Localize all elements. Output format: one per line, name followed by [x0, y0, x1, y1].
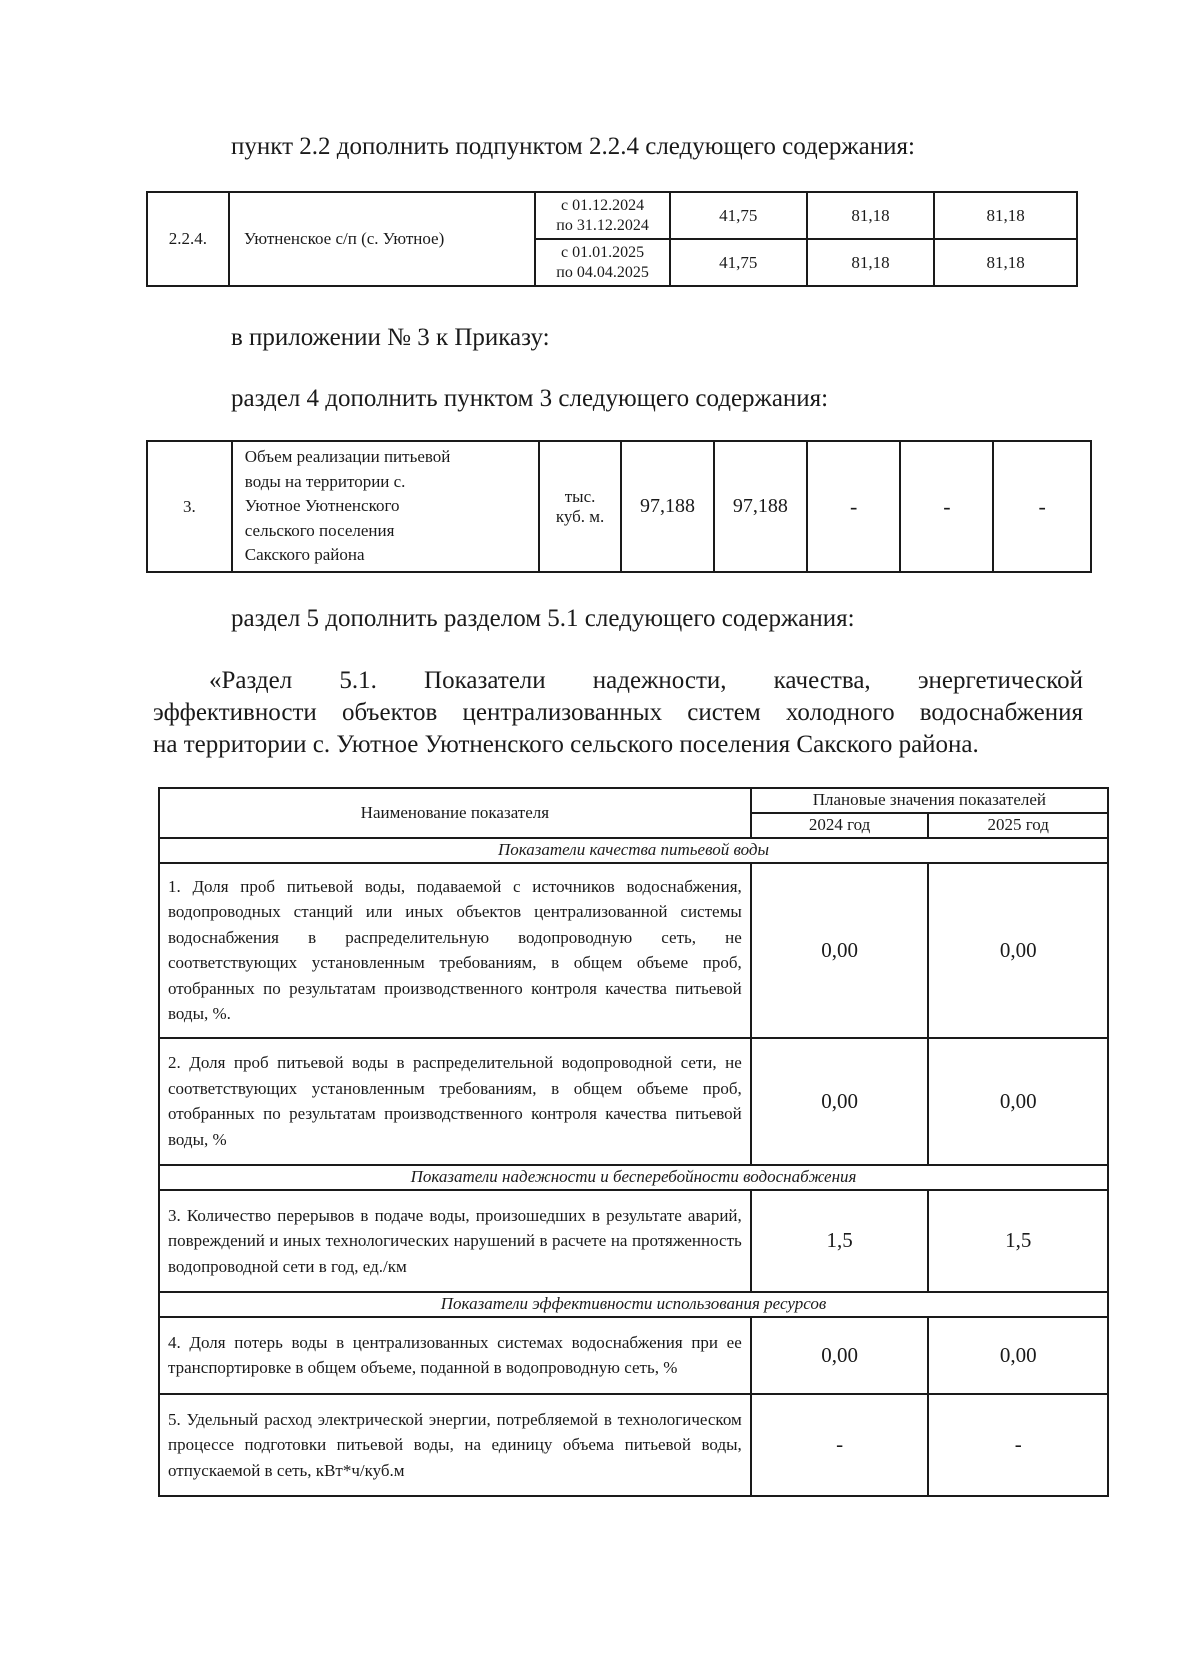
period-start: с 01.12.2024: [560, 196, 645, 214]
section5-line: раздел 5 дополнить разделом 5.1 следующего содержания:: [231, 605, 855, 632]
value-2024: 0,00: [751, 1317, 929, 1394]
value-cell: 97,188: [714, 441, 807, 572]
category-row: [159, 838, 1108, 863]
unit-line: куб. м.: [555, 506, 605, 526]
value-cell: 81,18: [807, 192, 935, 239]
table-row: [159, 1190, 1108, 1292]
table-row: [147, 441, 1091, 572]
category-label: Показатели надежности и бесперебойности водоснабжения: [159, 1165, 1108, 1190]
value-2025: 0,00: [928, 1038, 1108, 1165]
description-cell: [232, 441, 539, 572]
header-name: Наименование показателя: [159, 788, 751, 838]
section4-line: раздел 4 дополнить пунктом 3 следующего содержания:: [231, 385, 829, 412]
value-2025: 0,00: [928, 863, 1108, 1038]
heading-line: эффективности объектов централизованных систем холодного водоснабжения: [153, 699, 1083, 726]
period-cell: [535, 239, 670, 286]
heading-line: «Раздел 5.1. Показатели надежности, качества, энергетической: [209, 667, 1083, 694]
table-header-row: [159, 788, 1108, 813]
unit-cell: [539, 441, 621, 572]
table-row: [147, 192, 1077, 239]
indicator-text: 1. Доля проб питьевой воды, подаваемой с источников водоснабжения, водопроводных станций или иных объектов централизованной системы водоснабжения в распределительную водопроводную сеть, не соответствующих установленным требованиям, в общем объеме проб, отобранных по результатам производственного контроля качества питьевой воды, %.: [159, 863, 751, 1038]
period-end: по 04.04.2025: [556, 263, 649, 281]
value-cell: -: [807, 441, 901, 572]
indicator-text: 4. Доля потерь воды в централизованных системах водоснабжения при ее транспортировке в общем объеме, поданной в водопроводную сеть, %: [159, 1317, 751, 1394]
indicators-table: [158, 787, 1109, 1497]
appendix-line: в приложении № 3 к Приказу:: [231, 324, 550, 351]
row-number-cell: 2.2.4.: [147, 192, 229, 286]
section51-heading: [153, 665, 1083, 761]
value-2024: -: [751, 1394, 929, 1496]
description-line: Объем реализации питьевой: [244, 447, 451, 467]
table-row: [159, 1038, 1108, 1165]
indicator-text: 5. Удельный расход электрической энергии, потребляемой в технологическом процессе подготовки питьевой воды, на единицу объема питьевой воды, отпускаемой в сеть, кВт*ч/куб.м: [159, 1394, 751, 1496]
indicator-text: 3. Количество перерывов в подаче воды, произошедших в результате аварий, повреждений и иных технологических нарушений в расчете на протяженность водопроводной сети в год, ед./км: [159, 1190, 751, 1292]
value-2025: 0,00: [928, 1317, 1108, 1394]
description-line: Сакского района: [244, 545, 365, 565]
heading-line: на территории с. Уютное Уютненского сельского поселения Сакского района.: [153, 731, 979, 758]
value-cell: 81,18: [807, 239, 935, 286]
value-2025: -: [928, 1394, 1108, 1496]
value-cell: 41,75: [670, 192, 807, 239]
value-cell: -: [900, 441, 993, 572]
value-2025: 1,5: [928, 1190, 1108, 1292]
description-line: сельского поселения: [244, 520, 395, 540]
volume-table: [146, 440, 1092, 573]
value-cell: -: [993, 441, 1091, 572]
category-label: Показатели эффективности использования ресурсов: [159, 1292, 1108, 1317]
value-2024: 0,00: [751, 1038, 929, 1165]
value-cell: 81,18: [934, 192, 1077, 239]
header-plan: Плановые значения показателей: [751, 788, 1108, 813]
row-number-cell: 3.: [147, 441, 232, 572]
table-row: [159, 1394, 1108, 1496]
table-row: [159, 1317, 1108, 1394]
category-label: Показатели качества питьевой воды: [159, 838, 1108, 863]
description-line: воды на территории с.: [244, 471, 406, 491]
indicator-text: 2. Доля проб питьевой воды в распределительной водопроводной сети, не соответствующих установленным требованиям, в общем объеме проб, отобранных по результатам производственного контроля качества питьевой воды, %: [159, 1038, 751, 1165]
category-row: [159, 1292, 1108, 1317]
category-row: [159, 1165, 1108, 1190]
table-row: [159, 863, 1108, 1038]
header-year-2024: 2024 год: [751, 813, 929, 838]
region-cell: Уютненское с/п (с. Уютное): [229, 192, 535, 286]
unit-line: тыс.: [564, 486, 596, 506]
value-2024: 0,00: [751, 863, 929, 1038]
period-start: с 01.01.2025: [560, 243, 645, 261]
tariff-table: [146, 191, 1078, 287]
value-2024: 1,5: [751, 1190, 929, 1292]
header-year-2025: 2025 год: [928, 813, 1108, 838]
period-cell: [535, 192, 670, 239]
period-end: по 31.12.2024: [556, 216, 649, 234]
intro-line: пункт 2.2 дополнить подпунктом 2.2.4 следующего содержания:: [231, 133, 915, 160]
value-cell: 97,188: [621, 441, 714, 572]
description-line: Уютное Уютненского: [244, 496, 400, 516]
value-cell: 81,18: [934, 239, 1077, 286]
value-cell: 41,75: [670, 239, 807, 286]
